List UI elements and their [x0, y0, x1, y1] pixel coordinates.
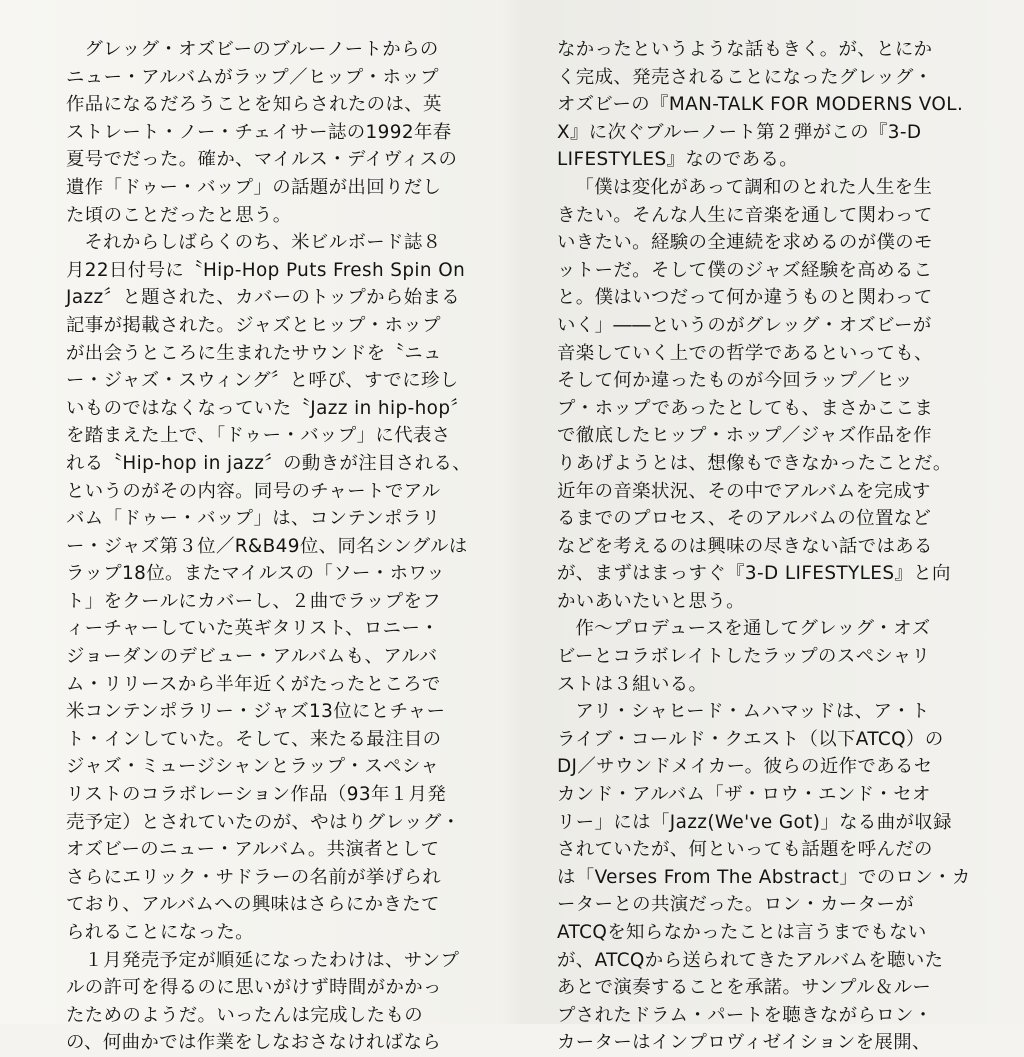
- text-line: が出会うところに生まれたサウンドを〝ニュ: [66, 342, 442, 364]
- text-line: カーターはインプロヴィゼイションを展開、: [557, 1032, 931, 1054]
- text-line: あとで演奏することを承諾。サンプル＆ルー: [557, 977, 932, 999]
- text-line: りあげようとは、想像もできなかったことだ。: [557, 452, 952, 474]
- text-line: DJ／サウンドメイカー。彼らの近作であるセ: [557, 756, 933, 778]
- text-line: さらにエリック・サドラーの名前が挙げられ: [66, 866, 442, 888]
- text-line: いきたい。経験の全連続を求めるのが僕のモ: [557, 232, 933, 254]
- text-line: プされたドラム・パートを聴きながらロン・: [557, 1004, 933, 1026]
- text-line: なかったというような話もきく。が、とにか: [557, 39, 933, 60]
- text-line: などを考えるのは興味の尽きない話ではある: [557, 535, 933, 557]
- text-line: が、ATCQから送られてきたアルバムを聴いた: [557, 949, 944, 971]
- text-line: たためのようだ。いったんは完成したもの: [66, 1004, 424, 1026]
- text-line: 夏号でだった。確か、マイルス・デイヴィスの: [66, 149, 458, 171]
- text-line: く完成、発売されることになったグレッグ・: [557, 66, 933, 88]
- text-line: 米コンテンポラリー・ジャズ13位にとチャー: [66, 701, 446, 723]
- text-line: られることになった。: [66, 922, 254, 943]
- text-line: カンド・アルバム「ザ・ロウ・エンド・セオ: [557, 784, 931, 806]
- text-line: ジョーダンのデビュー・アルバムも、アルバ: [66, 646, 438, 668]
- text-line: 作品になるだろうことを知らされたのは、英: [66, 94, 442, 116]
- text-line: １月発売予定が順延になったわけは、サンプ: [84, 949, 460, 971]
- text-line: ットーだ。そして僕のジャズ経験を高めるこ: [557, 259, 933, 281]
- text-line: ストレート・ノー・チェイサー誌の1992年春: [66, 121, 452, 143]
- text-line: ーターとの共演だった。ロン・カーターが: [557, 894, 915, 916]
- text-line: ト・インしていた。そして、来たる最注目の: [66, 728, 442, 750]
- text-line: ライブ・コールド・クエスト（以下ATCQ）の: [557, 728, 944, 750]
- text-line: れる〝Hip-hop in jazz〞の動きが注目される、: [66, 452, 472, 474]
- text-line: オズビーのニュー・アルバム。共演者として: [66, 839, 440, 861]
- text-line: そして何か違ったものが今回ラップ／ヒッ: [557, 370, 914, 392]
- text-line: で徹底したヒップ・ホップ／ジャズ作品を作: [557, 425, 932, 447]
- text-line: るまでのプロセス、そのアルバムの位置など: [557, 508, 932, 530]
- text-line: プ・ホップであったとしても、まさかここま: [557, 397, 934, 419]
- text-line: ト」をクールにカバーし、２曲でラップをフ: [66, 590, 442, 612]
- text-line: ム・リリースから半年近くがたったところで: [66, 673, 441, 695]
- text-line: 音楽していく上での哲学であるといっても、: [557, 342, 933, 364]
- text-line: 月22日付号に〝Hip-Hop Puts Fresh Spin On: [66, 259, 466, 281]
- text-line: ており、アルバムへの興味はさらにかきたて: [66, 894, 440, 916]
- text-line: X』に次ぐブルーノート第２弾がこの『3-D: [557, 121, 922, 143]
- right-text-column: [557, 36, 1009, 1057]
- text-line: 記事が掲載された。ジャズとヒップ・ホップ: [66, 314, 441, 336]
- text-line: リストのコラボレーション作品（93年１月発: [66, 784, 447, 806]
- text-line: ー・ジャズ第３位／R&B49位、同名シングルは: [66, 535, 468, 557]
- text-line: が、まずはまっすぐ『3-D LIFESTYLES』と向: [557, 563, 951, 585]
- text-line: きたい。そんな人生に音楽を通して関わって: [557, 204, 933, 226]
- text-line: ラップ18位。またマイルスの「ソー・ホワッ: [66, 563, 446, 585]
- left-text-column: [66, 36, 490, 1057]
- text-line: アリ・シャヒード・ムハマッドは、ア・ト: [575, 701, 930, 723]
- text-line: ジャズ・ミュージシャンとラップ・スペシャ: [66, 756, 440, 778]
- text-line: ビーとコラボレイトしたラップのスペシャリ: [557, 646, 931, 668]
- text-line: リー」には「Jazz(We've Got)」なる曲が収録: [557, 811, 952, 833]
- text-line: ルの許可を得るのに思いがけず時間がかかっ: [66, 977, 442, 999]
- text-line: いものではなくなっていた〝Jazz in hip-hop〞: [66, 397, 470, 419]
- text-line: を踏まえた上で、「ドゥー・バップ」に代表さ: [66, 425, 451, 447]
- text-line: 売予定）とされていたのが、やはりグレッグ・: [66, 811, 461, 833]
- text-line: ATCQを知らなかったことは言うまでもない: [557, 922, 927, 943]
- text-line: されていたが、何といっても話題を呼んだの: [557, 839, 933, 861]
- text-line: バム「ドゥー・バップ」は、コンテンポラリ: [66, 508, 441, 530]
- text-line: Jazz〞と題された、カバーのトップから始まる: [66, 287, 461, 309]
- text-line: ニュー・アルバムがラップ／ヒップ・ホップ: [66, 66, 439, 88]
- text-line: 近年の音楽状況、その中でアルバムを完成す: [557, 480, 931, 502]
- text-line: ストは３組いる。: [557, 673, 708, 695]
- text-line: は「Verses From The Abstract」でのロン・カ: [557, 866, 971, 888]
- text-line: というのがその内容。同号のチャートでアル: [66, 480, 441, 502]
- text-line: 遺作「ドゥー・バップ」の話題が出回りだし: [66, 176, 442, 198]
- text-line: と。僕はいつだって何か違うものと関わって: [557, 287, 933, 309]
- text-line: オズビーの『MAN-TALK FOR MODERNS VOL.: [557, 94, 964, 116]
- text-line: LIFESTYLES』なのである。: [557, 149, 799, 171]
- text-line: ー・ジャズ・スウィング〞と呼び、すでに珍し: [66, 370, 459, 392]
- text-line: それからしばらくのち、米ビルボード誌８: [84, 232, 442, 254]
- text-line: グレッグ・オズビーのブルーノートからの: [84, 39, 439, 60]
- text-line: の、何曲かでは作業をしなおさなければなら: [66, 1032, 442, 1054]
- text-line: 「僕は変化があって調和のとれた人生を生: [575, 176, 933, 198]
- text-line: ィーチャーしていた英ギタリスト、ロニー・: [66, 618, 440, 640]
- text-line: 作～プロデュースを通してグレッグ・オズ: [575, 618, 931, 640]
- text-line: かいあいたいと思う。: [557, 590, 745, 612]
- text-line: た頃のことだったと思う。: [66, 204, 292, 226]
- text-line: いく」――というのがグレッグ・オズビーが: [557, 314, 932, 336]
